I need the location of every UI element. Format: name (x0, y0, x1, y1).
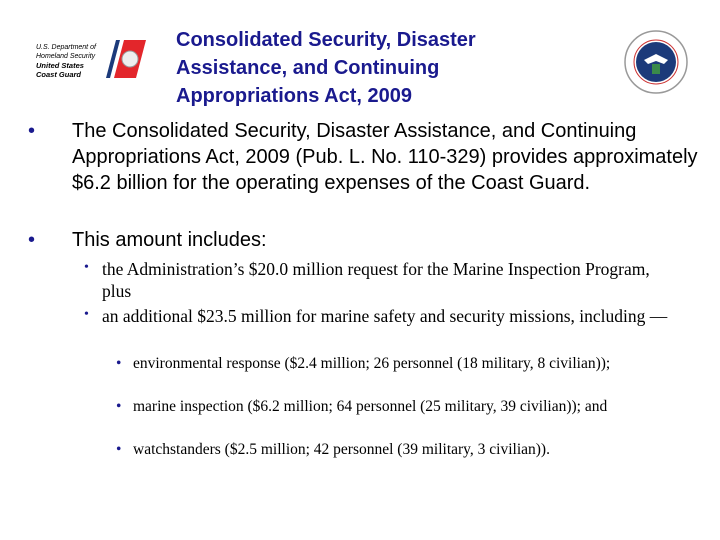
logo-line: Homeland Security (36, 53, 96, 60)
sub-sub-bullet-text: marine inspection ($6.2 million; 64 personnel (25 military, 39 civilian)); and (133, 398, 608, 415)
title-line: Appropriations Act, 2009 (176, 85, 412, 107)
uscg-racing-stripe-icon (100, 40, 146, 78)
logo-line: U.S. Department of (36, 44, 96, 51)
sub-sub-bullet-text: watchstanders ($2.5 million; 42 personnel (39 military, 3 civilian)). (133, 441, 550, 458)
sub-bullet (84, 258, 682, 302)
dhs-seal-icon (624, 30, 688, 94)
bullet-icon: • (28, 120, 36, 142)
sub-sub-bullet (116, 353, 673, 374)
logo-line: United States (36, 61, 84, 70)
bullet-icon: • (116, 398, 122, 415)
bullet-icon: • (84, 260, 89, 275)
bullet-text: This amount includes: (72, 229, 267, 251)
logo-line: Coast Guard (36, 70, 82, 79)
sub-bullet-text: the Administration’s $20.0 million request for the Marine Inspection Program, plus (102, 259, 650, 301)
sub-bullet (84, 305, 682, 327)
uscg-logo-text (36, 43, 96, 79)
bullet-icon: • (116, 355, 122, 372)
bullet-icon: • (116, 441, 122, 458)
sub-bullet-text: an additional $23.5 million for marine safety and security missions, including — (102, 306, 668, 326)
bullet (28, 118, 712, 196)
bullet-icon: • (28, 229, 36, 251)
sub-sub-bullet-text: environmental response ($2.4 million; 26 personnel (18 military, 8 civilian)); (133, 355, 611, 372)
sub-sub-bullet (116, 439, 673, 460)
title-line: Assistance, and Continuing (176, 57, 440, 79)
bullet-text: The Consolidated Security, Disaster Assistance, and Continuing Appropriations Act, 2009 (Pub. L. No. 110-329) provides approximately $6.2 billion for the operating expenses of the Coast Guard. (72, 120, 698, 194)
slide-title (176, 26, 476, 110)
sub-sub-bullet (116, 396, 673, 417)
bullet-icon: • (84, 307, 89, 322)
bullet (28, 227, 712, 253)
title-line: Consolidated Security, Disaster (176, 29, 476, 51)
